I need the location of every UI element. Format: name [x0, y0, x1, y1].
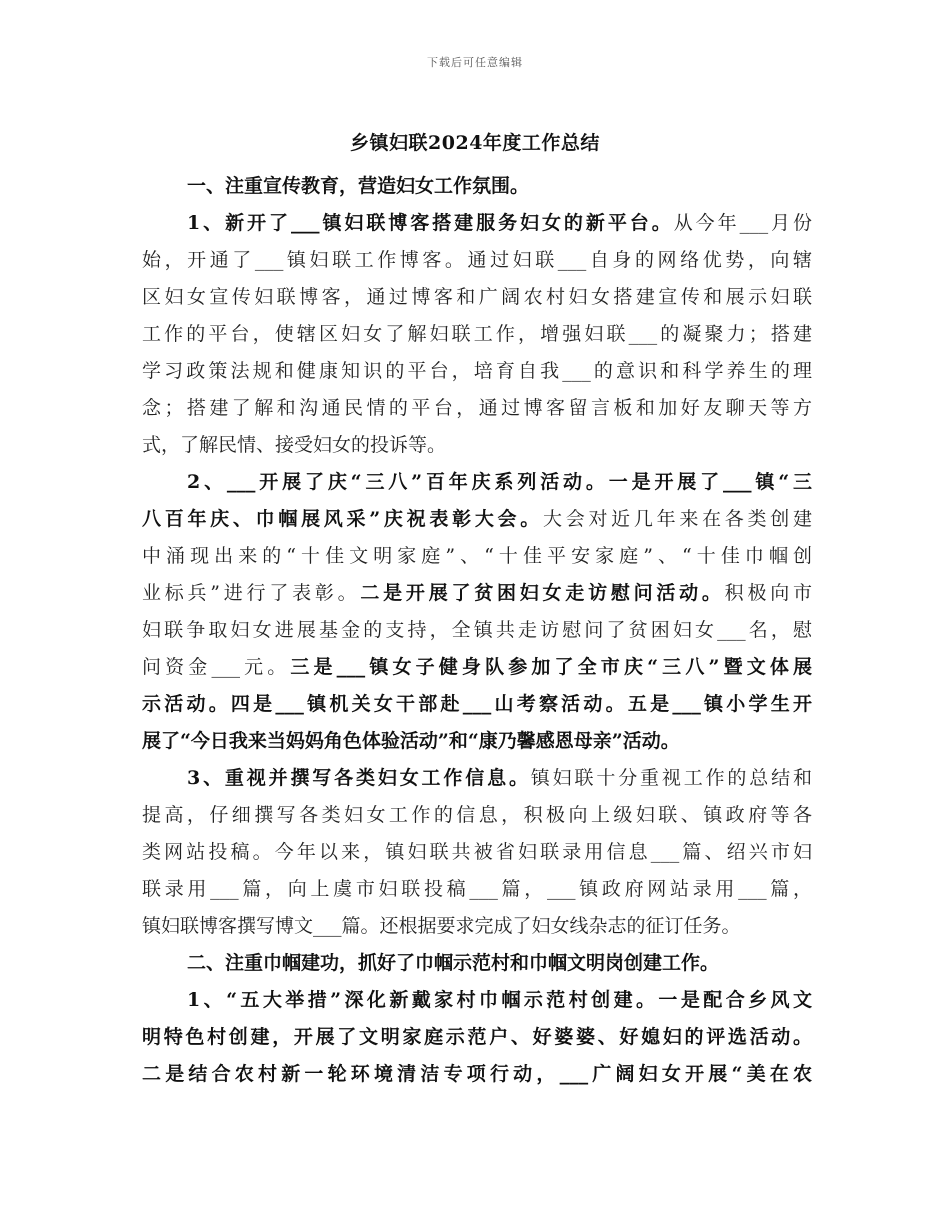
text-line — [142, 501, 812, 538]
bold-text: 展了“今日我来当妈妈角色体验活动”和“康乃馨感恩母亲”活动。 — [142, 730, 680, 752]
bold-text: 一、注重宣传教育，营造妇女工作氛围。 — [187, 175, 530, 197]
body-text: 类网站投稿。今年以来，镇妇联共被省妇联录用信息___篇、绍兴市妇 — [142, 841, 812, 863]
text-line — [142, 316, 812, 353]
document-body — [142, 168, 812, 1093]
bold-text: 1、新开了___镇妇联博客搭建服务妇女的新平台。 — [187, 212, 674, 234]
body-text: 积极向市 — [724, 582, 812, 604]
text-line — [142, 390, 812, 427]
text-line — [142, 242, 812, 279]
body-text: 问资金___元。 — [142, 656, 291, 678]
document-title: 乡镇妇联2024年度工作总结 — [350, 132, 600, 154]
body-text: 联录用___篇，向上虞市妇联投稿___篇，___镇政府网站录用___篇， — [142, 878, 812, 900]
body-text: 镇妇联博客撰写博文___篇。还根据要求完成了妇女线杂志的征订任务。 — [142, 915, 741, 937]
text-line — [142, 353, 812, 390]
body-text: 区妇女宣传妇联博客，通过博客和广阔农村妇女搭建宣传和展示妇联 — [142, 286, 812, 308]
body-text: 业标兵”进行了表彰。 — [142, 582, 361, 604]
text-line — [142, 464, 812, 501]
body-text: 式，了解民情、接受妇女的投诉等。 — [142, 434, 447, 456]
header-note: 下载后可任意编辑 — [427, 56, 523, 69]
body-text: 提高，仔细撰写各类妇女工作的信息，积极向上级妇联、镇政府等各 — [142, 804, 812, 826]
body-text: 妇联争取妇女进展基金的支持，全镇共走访慰问了贫困妇女___名，慰 — [142, 619, 812, 641]
text-line — [142, 797, 812, 834]
text-line — [142, 205, 812, 242]
body-text: 大会对近几年来在各类创建 — [543, 508, 812, 530]
text-line — [142, 723, 812, 760]
text-line — [142, 649, 812, 686]
text-line — [142, 982, 812, 1019]
text-line — [142, 168, 812, 205]
text-line — [142, 279, 812, 316]
bold-text: 3、重视并撰写各类妇女工作信息。 — [187, 767, 531, 789]
text-line — [142, 612, 812, 649]
bold-text: 明特色村创建，开展了文明家庭示范户、好婆婆、好媳妇的评选活动。 — [142, 1026, 812, 1048]
bold-text: 二是结合农村新一轮环境清洁专项行动，___广阔妇女开展“美在农 — [142, 1063, 812, 1085]
bold-text: 二、注重巾帼建功，抓好了巾帼示范村和巾帼文明岗创建工作。 — [187, 952, 720, 974]
text-line — [142, 945, 812, 982]
text-line — [142, 538, 812, 575]
bold-text: 八百年庆、巾帼展风采”庆祝表彰大会。 — [142, 508, 543, 530]
text-line — [142, 1019, 812, 1056]
body-text: 工作的平台，使辖区妇女了解妇联工作，增强妇联___的凝聚力；搭建 — [142, 323, 812, 345]
bold-text: 示活动。四是___镇机关女干部赴___山考察活动。五是___镇小学生开 — [142, 693, 812, 715]
text-line — [142, 834, 812, 871]
body-text: 始，开通了___镇妇联工作博客。通过妇联___自身的网络优势，向辖 — [142, 249, 812, 271]
bold-text: 二是开展了贫困妇女走访慰问活动。 — [360, 582, 725, 604]
bold-text: 2、___开展了庆“三八”百年庆系列活动。一是开展了___镇“三 — [187, 471, 812, 493]
text-line — [142, 760, 812, 797]
body-text: 从今年___月份 — [673, 212, 812, 234]
text-line — [142, 427, 812, 464]
text-line — [142, 1056, 812, 1093]
text-line — [142, 686, 812, 723]
body-text: 念；搭建了解和沟通民情的平台，通过博客留言板和加好友聊天等方 — [142, 397, 812, 419]
bold-text: 三是___镇女子健身队参加了全市庆“三八”暨文体展 — [290, 656, 812, 678]
body-text: 学习政策法规和健康知识的平台，培育自我___的意识和科学养生的理 — [142, 360, 812, 382]
body-text: 中涌现出来的“十佳文明家庭”、“十佳平安家庭”、“十佳巾帼创 — [142, 545, 812, 567]
text-line — [142, 871, 812, 908]
body-text: 镇妇联十分重视工作的总结和 — [530, 767, 812, 789]
text-line — [142, 908, 812, 945]
bold-text: 1、“五大举措”深化新戴家村巾帼示范村创建。一是配合乡风文 — [187, 989, 812, 1011]
text-line — [142, 575, 812, 612]
